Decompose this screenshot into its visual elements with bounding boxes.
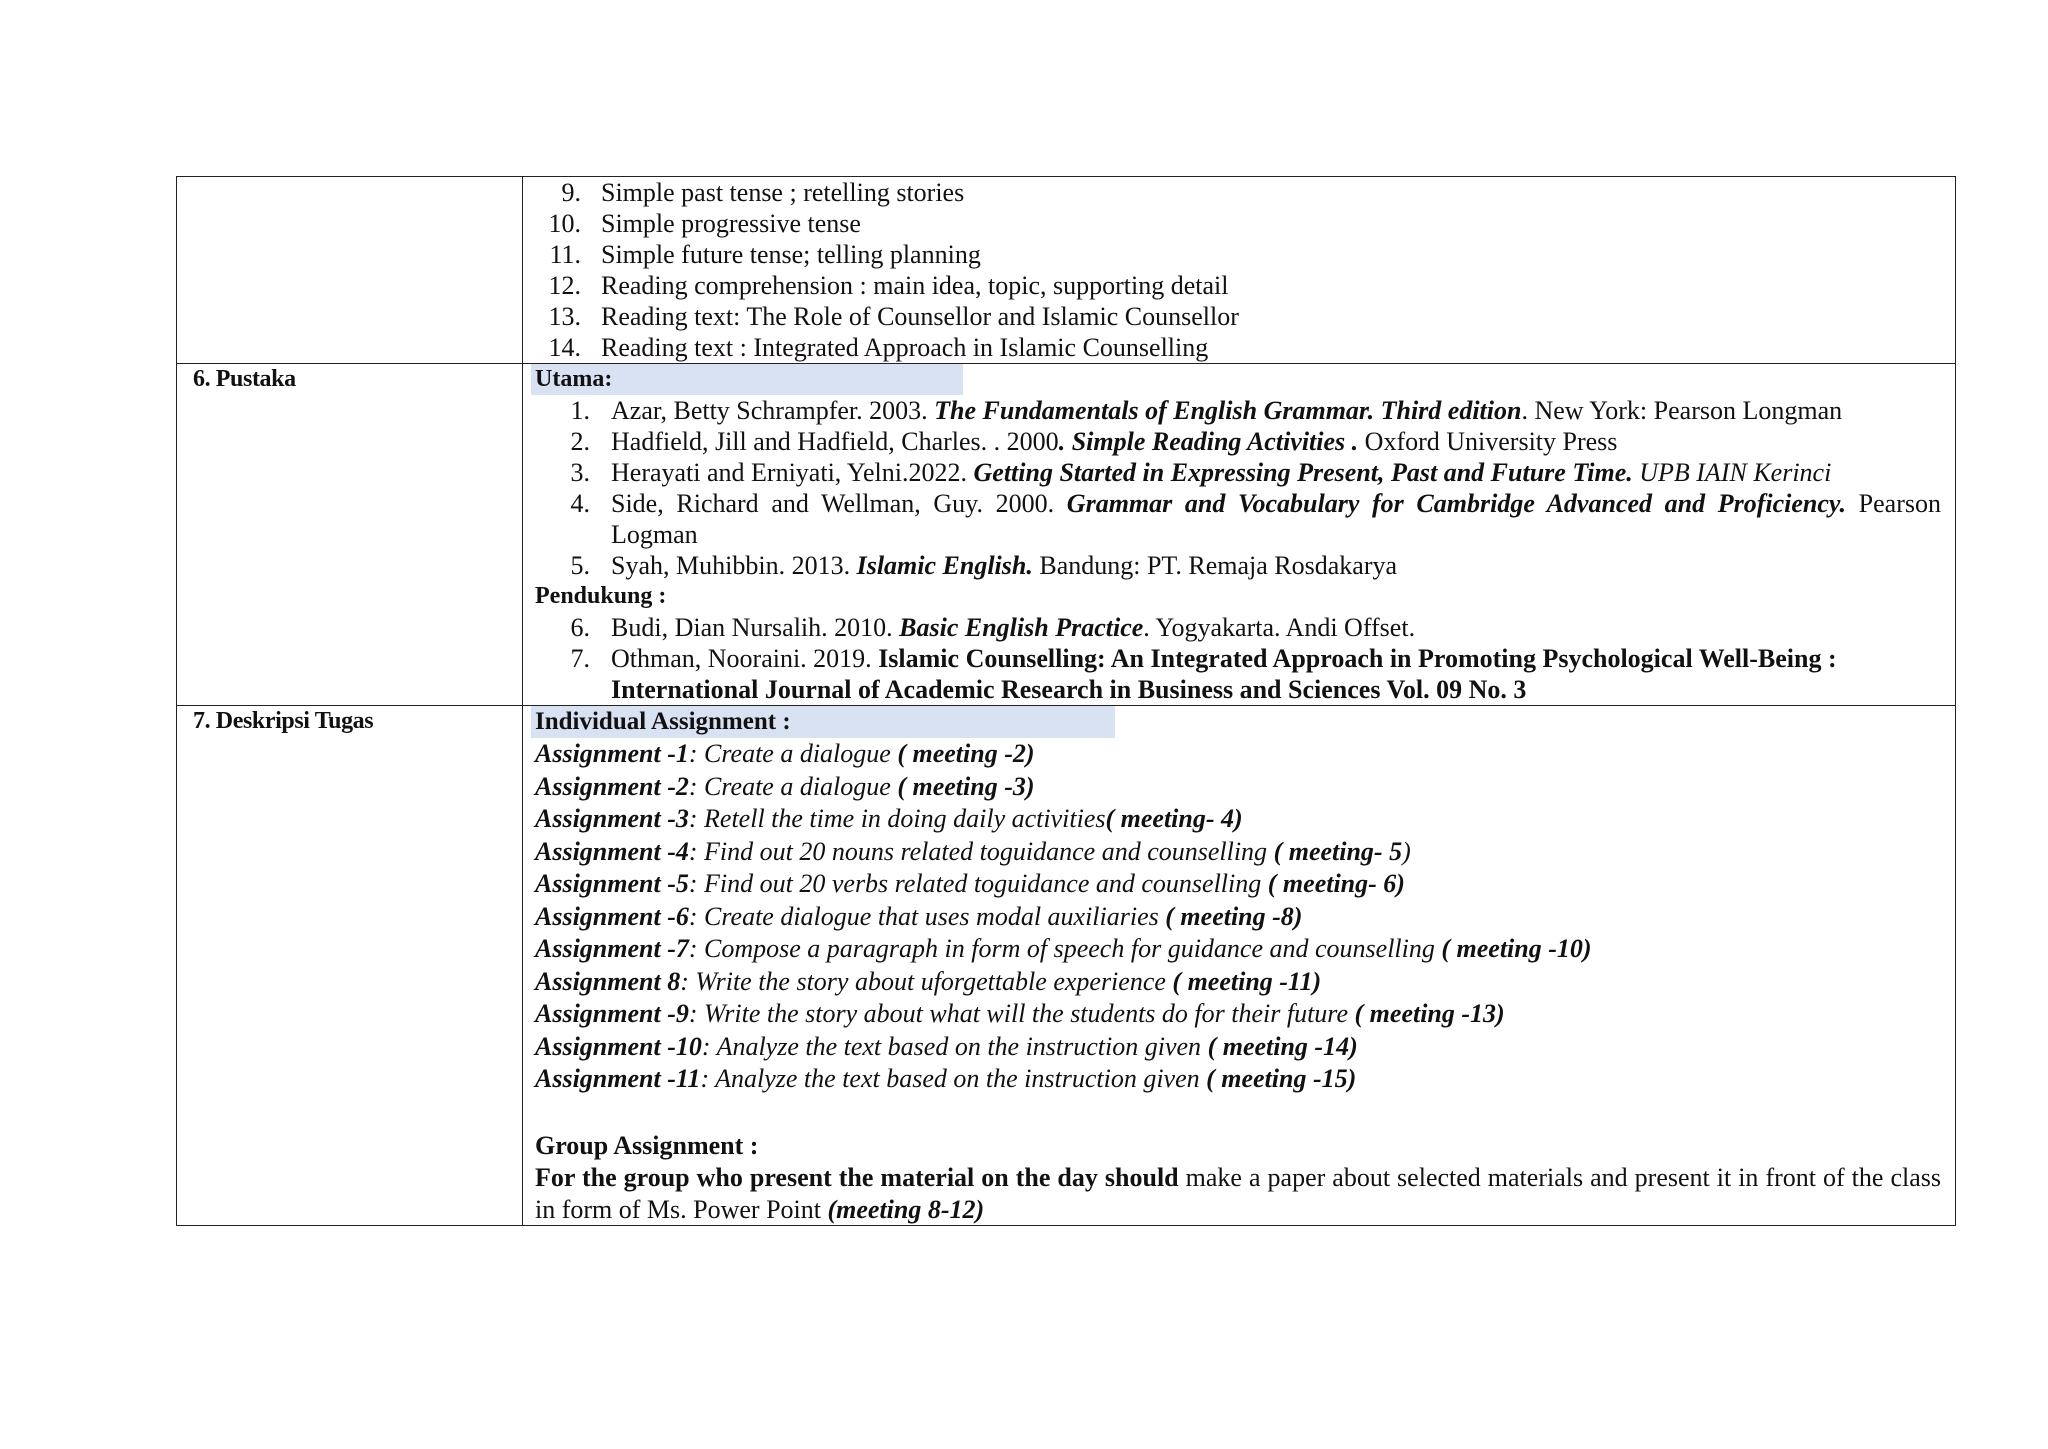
assignment-name: Assignment -7 bbox=[535, 934, 689, 963]
assignment-item bbox=[523, 771, 1955, 804]
list-item bbox=[194, 239, 1955, 270]
list-item bbox=[194, 270, 1955, 301]
reference-title: Islamic Counselling: An Integrated Approach in Promoting Psychological Well-Being : International Journal of Academic Research in Business and Sciences Vol. 09 No. 3 bbox=[611, 644, 1837, 704]
group-heading: Group Assignment : bbox=[535, 1130, 759, 1160]
item-number: 4. bbox=[570, 489, 590, 518]
item-number: 3. bbox=[570, 458, 590, 487]
reference-item bbox=[523, 457, 1955, 488]
reference-publisher: Pearson Logman bbox=[611, 489, 1941, 549]
reference-text bbox=[611, 612, 1941, 643]
item-text: Simple progressive tense bbox=[601, 209, 861, 238]
individual-heading: Individual Assignment : bbox=[531, 706, 1115, 738]
topics-cell bbox=[523, 177, 1956, 364]
group-instruction-bold: For the group who present the material on the day should bbox=[535, 1163, 1179, 1192]
reference-item bbox=[523, 612, 1955, 643]
topics-row bbox=[177, 177, 1956, 364]
assignment-meeting: ( meeting- 4) bbox=[1105, 804, 1243, 833]
reference-publisher: Bandung: PT. Remaja Rosdakarya bbox=[1032, 551, 1398, 580]
assignment-item bbox=[523, 1063, 1955, 1096]
assignment-name: Assignment -3 bbox=[535, 804, 689, 833]
assignment-item bbox=[523, 933, 1955, 966]
spacer bbox=[523, 1096, 1955, 1130]
pustaka-cell bbox=[523, 364, 1956, 706]
group-meeting: (meeting 8-12) bbox=[827, 1194, 985, 1224]
reference-publisher: . Yogyakarta. Andi Offset. bbox=[1143, 613, 1416, 642]
assignment-meeting: ( meeting -15) bbox=[1206, 1064, 1357, 1093]
item-number: 9. bbox=[561, 178, 581, 207]
reference-title: Islamic English. bbox=[856, 551, 1033, 580]
reference-item bbox=[523, 550, 1955, 581]
list-item bbox=[194, 208, 1955, 239]
item-text: Reading comprehension : main idea, topic, supporting detail bbox=[601, 271, 1229, 300]
list-item bbox=[194, 301, 1955, 332]
item-text: Reading text: The Role of Counsellor and Islamic Counsellor bbox=[601, 302, 1239, 331]
reference-text bbox=[611, 457, 1941, 488]
assignment-name: Assignment -2 bbox=[535, 771, 689, 801]
item-text: Reading text : Integrated Approach in Islamic Counselling bbox=[601, 333, 1209, 362]
assignment-name: Assignment -9 bbox=[535, 999, 689, 1028]
pendukung-heading: Pendukung : bbox=[535, 583, 667, 609]
assignment-description: : Analyze the text based on the instruction given bbox=[700, 1064, 1207, 1093]
assignment-name: Assignment -5 bbox=[535, 869, 689, 898]
item-number: 7. bbox=[570, 644, 590, 673]
assignment-meeting-close: ) bbox=[1402, 836, 1411, 866]
reference-text bbox=[611, 426, 1941, 457]
assignment-name: Assignment -11 bbox=[535, 1064, 701, 1093]
assignment-item bbox=[523, 868, 1955, 901]
item-number: 12. bbox=[548, 271, 581, 300]
assignment-item bbox=[523, 966, 1955, 999]
reference-title: The Fundamentals of English Grammar. Third edition bbox=[934, 396, 1522, 425]
assignment-name: Assignment 8 bbox=[535, 966, 681, 996]
assignment-meeting: ( meeting -14) bbox=[1207, 1031, 1358, 1061]
assignment-name: Assignment -4 bbox=[535, 836, 689, 866]
assignment-description: : Create dialogue that uses modal auxiliaries bbox=[688, 901, 1166, 931]
assignment-description: : Find out 20 nouns related toguidance and counselling bbox=[688, 836, 1274, 866]
reference-item bbox=[523, 643, 1955, 705]
assignment-meeting: ( meeting- 5 bbox=[1273, 836, 1403, 866]
reference-publisher: Oxford University Press bbox=[1358, 427, 1618, 456]
assignment-meeting: ( meeting -13) bbox=[1354, 999, 1505, 1028]
reference-text bbox=[611, 550, 1941, 581]
assignment-description: : Retell the time in doing daily activities bbox=[688, 804, 1106, 833]
syllabus-table bbox=[176, 176, 1956, 1226]
reference-item bbox=[523, 426, 1955, 457]
assignment-description: : Write the story about uforgettable experience bbox=[680, 966, 1173, 996]
tugas-row bbox=[177, 706, 1956, 1226]
assignment-meeting: ( meeting -10) bbox=[1441, 934, 1592, 963]
tugas-cell bbox=[523, 706, 1956, 1226]
assignment-item bbox=[523, 901, 1955, 934]
reference-author: Syah, Muhibbin. 2013. bbox=[611, 551, 857, 580]
item-number: 10. bbox=[548, 209, 581, 238]
reference-author: Azar, Betty Schrampfer. 2003. bbox=[611, 396, 935, 425]
item-number: 14. bbox=[548, 333, 581, 362]
reference-author: Hadfield, Jill and Hadfield, Charles. . 2000 bbox=[611, 427, 1059, 456]
assignment-meeting: ( meeting -3) bbox=[897, 771, 1035, 801]
reference-author: Othman, Nooraini. 2019. bbox=[611, 644, 879, 673]
reference-item bbox=[523, 488, 1955, 550]
item-number: 2. bbox=[570, 427, 590, 456]
item-text: Simple past tense ; retelling stories bbox=[601, 178, 965, 207]
group-description bbox=[523, 1162, 1955, 1225]
assignment-item bbox=[523, 1031, 1955, 1064]
assignment-meeting: ( meeting -2) bbox=[897, 739, 1035, 768]
assignment-item bbox=[523, 836, 1955, 869]
list-item bbox=[194, 177, 1955, 208]
tugas-label: 7. Deskripsi Tugas bbox=[177, 706, 523, 1226]
list-item bbox=[194, 332, 1955, 363]
assignment-description: : Find out 20 verbs related toguidance and counselling bbox=[688, 869, 1268, 898]
assignment-meeting: ( meeting -11) bbox=[1172, 966, 1322, 996]
reference-title: Grammar and Vocabulary for Cambridge Advanced and Proficiency. bbox=[1066, 489, 1847, 518]
reference-text bbox=[611, 488, 1941, 550]
reference-publisher: UPB IAIN Kerinci bbox=[1632, 458, 1832, 487]
reference-author: Side, Richard and Wellman, Guy. 2000. bbox=[611, 489, 1067, 518]
item-number: 13. bbox=[548, 302, 581, 331]
assignment-item bbox=[523, 998, 1955, 1031]
reference-title: Basic English Practice bbox=[899, 613, 1144, 642]
reference-text bbox=[611, 395, 1941, 426]
reference-author: Herayati and Erniyati, Yelni.2022. bbox=[611, 458, 974, 487]
utama-heading-row bbox=[523, 364, 1955, 395]
assignment-description: : Create a dialogue bbox=[688, 771, 898, 801]
assignment-name: Assignment -6 bbox=[535, 901, 689, 931]
assignment-name: Assignment -10 bbox=[535, 1031, 702, 1061]
assignment-item bbox=[523, 738, 1955, 771]
assignment-description: : Create a dialogue bbox=[688, 739, 898, 768]
utama-heading: Utama: bbox=[531, 364, 963, 395]
item-number: 1. bbox=[570, 396, 590, 425]
reference-title: Getting Started in Expressing Present, Past and Future Time. bbox=[973, 458, 1633, 487]
reference-item bbox=[523, 395, 1955, 426]
item-text: Simple future tense; telling planning bbox=[601, 240, 981, 269]
assignment-description: : Write the story about what will the students do for their future bbox=[688, 999, 1355, 1028]
group-instruction-text: make a paper about selected materials and present it in front of the class in form of Ms. Power Point bbox=[535, 1163, 1941, 1224]
assignment-meeting: ( meeting- 6) bbox=[1267, 869, 1405, 898]
item-number: 5. bbox=[570, 551, 590, 580]
item-number: 11. bbox=[549, 240, 581, 269]
pustaka-label: 6. Pustaka bbox=[177, 364, 523, 706]
reference-publisher: . New York: Pearson Longman bbox=[1521, 396, 1843, 425]
assignment-description: : Compose a paragraph in form of speech for guidance and counselling bbox=[688, 934, 1442, 963]
item-number: 6. bbox=[570, 613, 590, 642]
reference-title: . Simple Reading Activities . bbox=[1058, 427, 1359, 456]
assignment-meeting: ( meeting -8) bbox=[1165, 901, 1303, 931]
reference-author: Budi, Dian Nursalih. 2010. bbox=[611, 613, 900, 642]
assignment-name: Assignment -1 bbox=[535, 739, 689, 768]
individual-heading-row bbox=[523, 706, 1955, 738]
assignment-description: : Analyze the text based on the instruction given bbox=[701, 1031, 1208, 1061]
reference-text bbox=[611, 643, 1941, 705]
assignment-item bbox=[523, 803, 1955, 836]
pustaka-row bbox=[177, 364, 1956, 706]
